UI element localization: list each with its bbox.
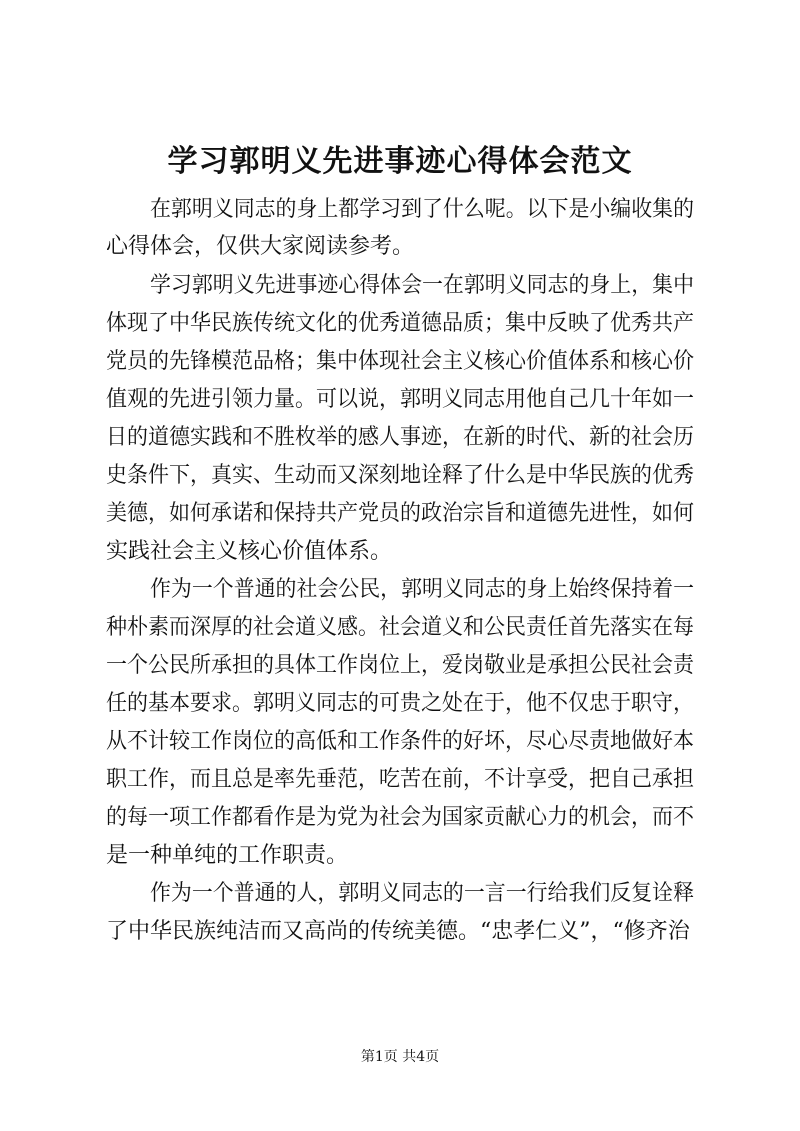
paragraph-4-line-1: 作为一个普通的人，郭明义同志的一言一行给我们反复诠释: [150, 881, 695, 906]
page-number-footer: 第1页 共4页: [360, 1049, 440, 1065]
paragraph-3-line-2: 种朴素而深厚的社会道义感。社会道义和公民责任首先落实在每: [106, 615, 695, 640]
paragraph-3-line-4: 任的基本要求。郭明义同志的可贵之处在于，他不仅忠于职守，: [106, 691, 695, 716]
paragraph-2-line-4: 值观的先进引领力量。可以说，郭明义同志用他自己几十年如一: [106, 387, 695, 412]
paragraph-2-line-3: 党员的先锋模范品格；集中体现社会主义核心价值体系和核心价: [106, 349, 695, 374]
paragraph-3-line-6: 职工作，而且总是率先垂范，吃苦在前，不计享受，把自己承担: [106, 767, 695, 792]
paragraph-2-line-2: 体现了中华民族传统文化的优秀道德品质；集中反映了优秀共产: [106, 311, 695, 336]
paragraph-3-line-7: 的每一项工作都看作是为党为社会为国家贡献心力的机会，而不: [106, 805, 695, 830]
paragraph-3-line-5: 从不计较工作岗位的高低和工作条件的好坏，尽心尽责地做好本: [106, 729, 695, 754]
paragraph-3-line-1: 作为一个普通的社会公民，郭明义同志的身上始终保持着一: [150, 577, 695, 602]
document-title: 学习郭明义先进事迹心得体会范文: [167, 144, 633, 179]
paragraph-3-line-3: 一个公民所承担的具体工作岗位上，爱岗敬业是承担公民社会责: [106, 653, 695, 678]
paragraph-2-line-6: 史条件下，真实、生动而又深刻地诠释了什么是中华民族的优秀: [106, 463, 695, 488]
paragraph-4-line-2: 了中华民族纯洁而又高尚的传统美德。“忠孝仁义”，“修齐治: [106, 919, 690, 944]
paragraph-1-line-2: 心得体会，仅供大家阅读参考。: [106, 234, 415, 259]
paragraph-2-line-5: 日的道德实践和不胜枚举的感人事迹，在新的时代、新的社会历: [106, 425, 695, 450]
paragraph-3-line-8: 是一种单纯的工作职责。: [106, 843, 349, 868]
paragraph-2-line-8: 实践社会主义核心价值体系。: [106, 539, 393, 564]
paragraph-2-line-1: 学习郭明义先进事迹心得体会一在郭明义同志的身上，集中: [150, 273, 695, 298]
paragraph-2-line-7: 美德，如何承诺和保持共产党员的政治宗旨和道德先进性，如何: [106, 501, 695, 526]
paragraph-1-line-1: 在郭明义同志的身上都学习到了什么呢。以下是小编收集的: [150, 197, 695, 222]
